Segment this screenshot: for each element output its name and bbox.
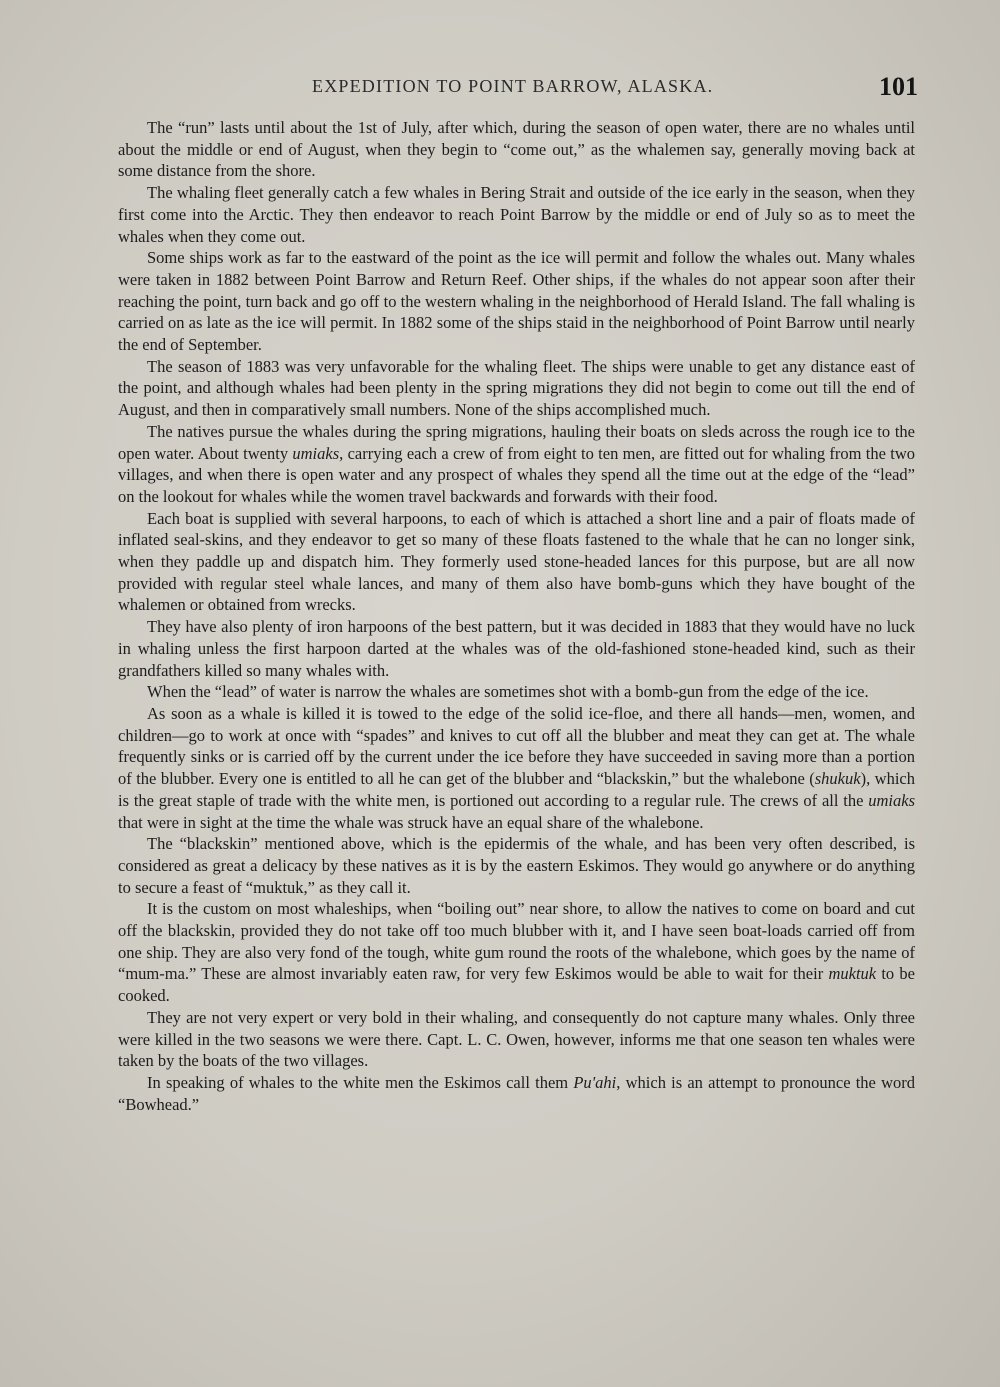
- page-number: 101: [879, 72, 918, 101]
- paragraph-run: The “run” lasts until about the 1st of July, after which, during the season of open water, there are no whales until about the middle or end of August, when they begin to “come out,” as the whalemen say, generally moving back at some distance from the shore.: [118, 118, 915, 181]
- paragraph-season-1883: The season of 1883 was very unfavorable for the whaling fleet. The ships were unable to get any distance east of the point, and although whales had been plenty in the spring migrations they did not begin to come out till the end of August, and then in comparatively small numbers. None of the ships accomplished much.: [118, 356, 915, 420]
- paragraph-whale-killed: As soon as a whale is killed it is towed to the edge of the solid ice-floe, and there all hands—men, women, and children—go to work at once with “spades” and knives to cut off all the blubber and meat they can get at. The whale frequently sinks or is carried off by the current under the ice before they have succeeded in saving more than a portion of the blubber. Every one is entitled to all he can get of the blubber and “blackskin,” but the whalebone (shukuk), which is the great staple of trade with the white men, is portioned out according to a regular rule. The crews of all the umiaks that were in sight at the time the whale was struck have an equal share of the whalebone.: [118, 703, 915, 832]
- paragraph-natives-pursue: The natives pursue the whales during the spring migrations, hauling their boats on sleds across the rough ice to the open water. About twenty umiaks, carrying each a crew of from eight to ten men, are fitted out for whaling from the two villages, and when there is open water and any prospect of whales they spend all the time out at the edge of the “lead” on the lookout for whales while the women travel backwards and forwards with their food.: [118, 421, 915, 506]
- paragraph-lead-narrow: When the “lead” of water is narrow the whales are sometimes shot with a bomb-gun from the edge of the ice.: [147, 682, 869, 702]
- paragraph-whaling-fleet: The whaling fleet generally catch a few whales in Bering Strait and outside of the ice early in the season, when they first come into the Arctic. They then endeavor to reach Point Barrow by the middle or end of July so as to meet the whales when they come out.: [118, 183, 915, 246]
- running-title: EXPEDITION TO POINT BARROW, ALASKA.: [312, 76, 714, 96]
- paragraph-harpoons: Each boat is supplied with several harpoons, to each of which is attached a short line and a pair of floats made of inflated seal-skins, and they endeavor to get so many of these floats fastened to the whale that he can no longer sink, when they paddle up and dispatch him. They formerly used stone-headed lances for this purpose, but are all now provided with regular steel whale lances, and many of them also have bomb-guns which they have bought of the whalemen or obtained from wrecks.: [118, 508, 915, 615]
- paragraph-blackskin: The “blackskin” mentioned above, which is the epidermis of the whale, and has been very often described, is considered as great a delicacy by these natives as it is by the eastern Eskimos. They would go anywhere or do anything to secure a feast of “muktuk,” as they call it.: [118, 834, 915, 897]
- paragraph-custom-whaleships: It is the custom on most whaleships, when “boiling out” near shore, to allow the natives to come on board and cut off the blackskin, provided they do not take off too much blubber with it, and I have seen boat-loads carried off from one ship. They are also very fond of the tough, white gum round the roots of the whalebone, which goes by the name of “mum-ma.” These are almost invariably eaten raw, for very few Eskimos would be able to wait for their muktuk to be cooked.: [118, 899, 915, 1006]
- paragraph-not-expert: They are not very expert or very bold in their whaling, and consequently do not capture many whales. Only three were killed in the two seasons we were there. Capt. L. C. Owen, however, informs me that one season ten whales were taken by the boats of the two villages.: [118, 1007, 915, 1071]
- paragraph-iron-harpoons: They have also plenty of iron harpoons of the best pattern, but it was decided in 1883 that they would have no luck in whaling unless the first harpoon darted at the whales was of the old-fashioned stone-headed kind, such as their grandfathers killed so many whales with.: [118, 617, 915, 680]
- paragraph-bowhead: In speaking of whales to the white men the Eskimos call them Pu'ahi, which is an attempt to pronounce the word “Bowhead.”: [118, 1072, 915, 1114]
- body-text: [118, 117, 915, 1115]
- running-head: [118, 74, 918, 104]
- paragraph-eastward-ships: Some ships work as far to the eastward of the point as the ice will permit and follow the whales out. Many whales were taken in 1882 between Point Barrow and Return Reef. Other ships, if the whales do not appear soon after their reaching the point, turn back and go off to the western whaling in the neighborhood of Herald Island. The fall whaling is carried on as late as the ice will permit. In 1882 some of the ships staid in the neighborhood of Point Barrow until nearly the end of September.: [118, 248, 915, 355]
